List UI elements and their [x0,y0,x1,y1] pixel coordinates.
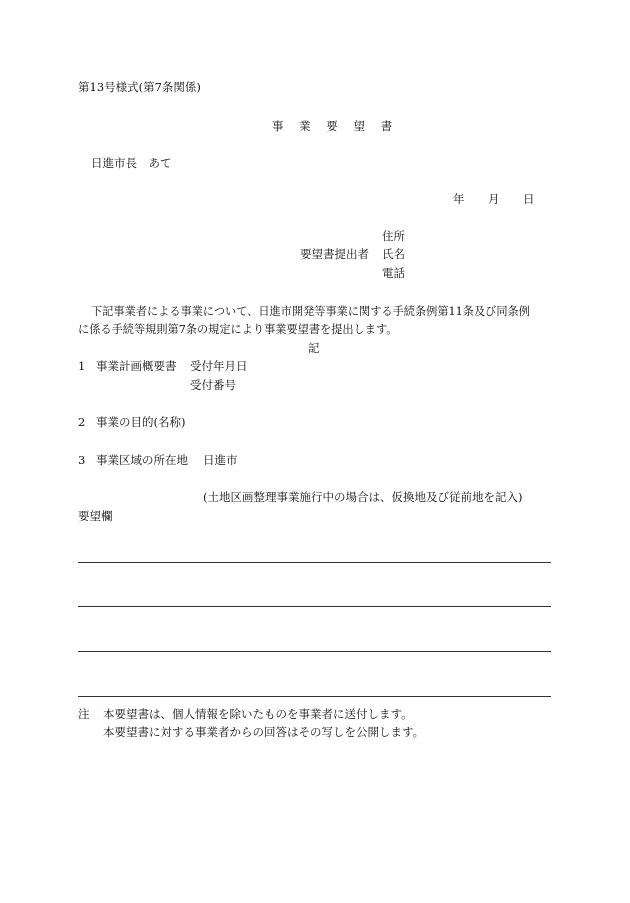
item-3-value: 日進市 [203,453,238,467]
submitter-name-label: 氏名 [382,247,405,261]
item-3-number: 3 [78,453,86,467]
item-1-receipt-number-label: 受付番号 [190,378,236,392]
form-number: 第13号様式(第7条関係) [78,80,201,94]
request-line-3 [78,651,551,652]
date-month-label: 月 [488,192,500,206]
request-label: 要望欄 [78,509,113,523]
request-line-1 [78,562,551,563]
request-line-4 [78,696,551,697]
item-1-label: 事業計画概要書 [96,359,177,373]
submitter-address-label: 住所 [382,229,405,243]
submitter-phone-label: 電話 [382,266,405,280]
item-1-number: 1 [78,359,86,373]
item-2-label: 事業の目的(名称) [96,415,186,429]
item-3-note: (土地区画整理事業施行中の場合は、仮換地及び従前地を記入) [203,490,523,504]
ki-heading: 記 [308,341,320,355]
item-2-number: 2 [78,415,86,429]
body-text-line-1: 下記事業者による事業について、日進市開発等事業に関する手続条例第11条及び同条例 [91,305,530,318]
document-title: 事 業 要 望 書 [272,119,399,133]
addressee: 日進市長 あて [91,156,172,170]
note-2: 本要望書に対する事業者からの回答はその写しを公開します。 [103,725,425,739]
item-3-label: 事業区域の所在地 [96,453,188,467]
notes-label: 注 [78,707,90,721]
date-year-label: 年 [453,192,465,206]
item-1-receipt-date-label: 受付年月日 [190,359,248,373]
body-text-line-2: に係る手続等規則第7条の規定により事業要望書を提出します。 [78,323,398,336]
request-line-2 [78,606,551,607]
note-1: 本要望書は、個人情報を除いたものを事業者に送付します。 [103,707,413,721]
date-day-label: 日 [523,192,535,206]
submitter-label: 要望書提出者 [300,247,369,261]
